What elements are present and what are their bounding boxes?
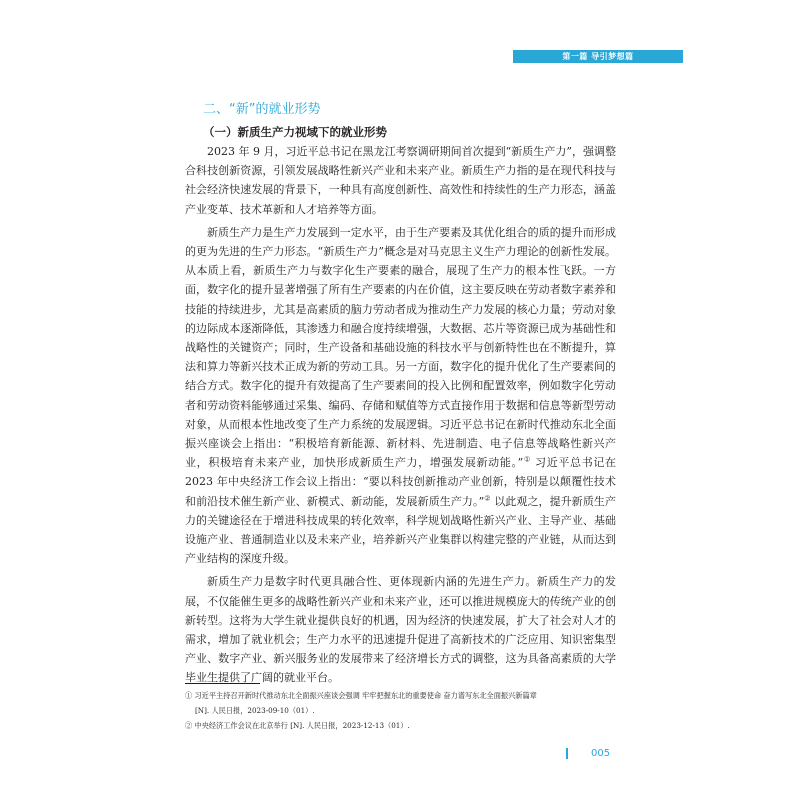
footnote-2: ② 中央经济工作会议在北京举行 [N]. 人民日报，2023-12-13（01）.: [185, 721, 410, 730]
paragraph-2: [185, 223, 616, 569]
footnote-divider: [185, 683, 260, 684]
section-title: 二、“新”的就业形势: [203, 102, 321, 117]
page-marker-bar: [566, 748, 568, 759]
footnote-1-line-2: [N]. 人民日报，2023-09-10（01）.: [195, 706, 315, 715]
paragraph-1: 2023 年 9 月，习近平总书记在黑龙江考察调研期间首次提到“新质生产力”，强调整合科技创新资源，引领发展战略性新兴产业和未来产业。新质生产力指的是在现代科技与社会经济快速发展的背景下，一种具有高度创新性、高效性和持续性的生产力形态，涵盖产业变革、技术革新和人才培养等方面。: [185, 145, 616, 216]
footnotes: [185, 688, 616, 733]
paragraph-2-part-a: 新质生产力是生产力发展到一定水平，由于生产要素及其优化组合的质的提升而形成的更为先进的生产力形态。“新质生产力”概念是对马克思主义生产力理论的创新性发展。从本质上看，新质生产力与数字化生产要素的融合，展现了生产力的根本性飞跃。一方面，数字化的提升显著增强了所有生产要素的内在价值，这主要反映在劳动者数字素养和技能的持续进步，尤其是高素质的脑力劳动者成为推动生产力发展的核心力量；劳动对象的边际成本逐渐降低，其渗透力和融合度持续增强，大数据、芯片等资源已成为基础性和战略性的关键资产；同时，生产设备和基础设施的科技水平与创新特性也在不断提升，算法和算力等新兴技术正成为新的劳动工具。另一方面，数字化的提升优化了生产要素间的结合方式。数字化的提升有效提高了生产要素间的投入比例和配置效率，例如数字化劳动者和劳动资料能够通过采集、编码、存储和赋值等方式直接作用于数据和信息等新型劳动对象，从而根本性地改变了生产力系统的发展逻辑。习近平总书记在新时代推动东北全面振兴座谈会上指出：“积极培育新能源、新材料、先进制造、电子信息等战略性新兴产业，积极培育未来产业，加快形成新质生产力，增强发展新动能。”: [185, 225, 616, 470]
body-text: [185, 142, 616, 692]
footnote-1-line-1: ① 习近平主持召开新时代推动东北全面振兴座谈会强调 牢牢把握东北的重要使命 奋力谱写东北全面振兴新篇章: [185, 691, 537, 700]
paragraph-3: 新质生产力是数字时代更具融合性、更体现新内涵的先进生产力。新质生产力的发展，不仅能催生更多的战略性新兴产业和未来产业，还可以推进规模庞大的传统产业的创新转型。这将为大学生就业提供良好的机遇，因为经济的快速发展，扩大了社会对人才的需求，增加了就业机会；生产力水平的迅速提升促进了高新技术的广泛应用、知识密集型产业、数字产业、新兴服务业的发展带来了经济增长方式的调整，这为具备高素质的大学毕业生提供了广阔的就业平台。: [185, 575, 616, 685]
page-number: 005: [591, 748, 611, 759]
paragraph-2-part-c: 以此观之，提升新质生产力的关键途径在于增进科技成果的转化效率，科学规划战略性新兴产业、主导产业、基础设施产业、普通制造业以及未来产业，培养新兴产业集群以构建完整的产业链，从而达到产业结构的深度升级。: [185, 494, 617, 566]
chapter-header-tab: 第一篇 导引梦想篇: [513, 50, 683, 63]
subsection-title: （一）新质生产力视域下的就业形势: [203, 125, 387, 139]
footnote-ref-1: ①: [523, 455, 531, 464]
paragraph-2-part-b: 习近平总书记在 2023 年中央经济工作会议上指出：“要以科技创新推动产业创新，特别是以颠覆性技术和前沿技术催生新产业、新模式、新动能，发展新质生产力。”: [185, 456, 617, 508]
footnote-ref-2: ②: [484, 494, 491, 502]
